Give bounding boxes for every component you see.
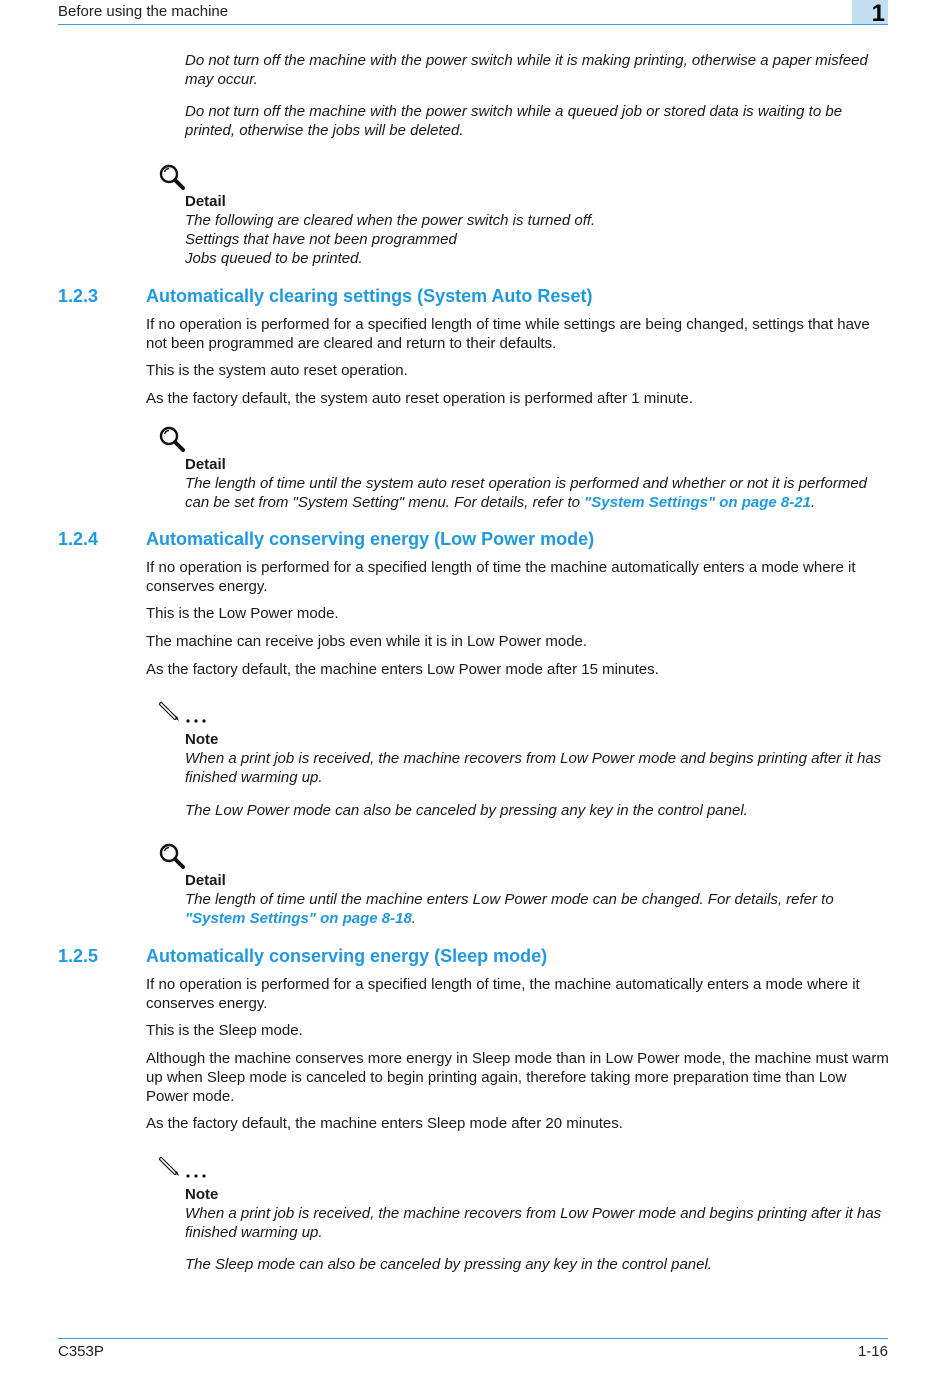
s124-note-paragraph-1: When a print job is received, the machine recovers from Low Power mode and begins printing after it has finished warming up. — [185, 750, 882, 786]
s124-paragraph-4: As the factory default, the machine enters Low Power mode after 15 minutes. — [146, 661, 659, 678]
s125-paragraph-2: This is the Sleep mode. — [146, 1022, 303, 1039]
s124-note-paragraph-2: The Low Power mode can also be canceled by pressing any key in the control panel. — [185, 802, 748, 819]
note-label: Note — [185, 731, 219, 748]
s124-paragraph-1: If no operation is performed for a specified length of time the machine automatically enters a mode where it conserves energy. — [146, 559, 856, 595]
s125-paragraph-1: If no operation is performed for a specified length of time, the machine automatically enters a mode where it conserves energy. — [146, 976, 860, 1012]
s125-note-paragraph-2: The Sleep mode can also be canceled by pressing any key in the control panel. — [185, 1256, 712, 1273]
detail-label: Detail — [185, 872, 226, 889]
warning-paragraph-1: Do not turn off the machine with the power switch while it is making printing, otherwise a paper misfeed may occur. — [185, 52, 868, 88]
chapter-tab — [852, 0, 888, 27]
pencil-note-icon — [158, 700, 210, 726]
s125-note-paragraph-1: When a print job is received, the machine recovers from Low Power mode and begins printing after it has finished warming up. — [185, 1205, 882, 1241]
header-title: Before using the machine — [58, 3, 229, 20]
s123-paragraph-2: This is the system auto reset operation. — [146, 362, 408, 379]
detail-line-2: Settings that have not been programmed — [185, 231, 457, 248]
s125-paragraph-3: Although the machine conserves more energy in Sleep mode than in Low Power mode, the machine must warm up when Sleep mode is canceled to begin printing again, therefore taking more preparation time than Low Power mode. — [146, 1050, 889, 1105]
pencil-note-icon — [158, 1155, 210, 1181]
magnifier-icon — [158, 842, 186, 870]
s123-detail-text — [185, 474, 891, 512]
detail-period: . — [810, 494, 816, 511]
header-rule — [58, 24, 888, 25]
detail-text: The length of time until the system auto reset operation is performed and whether or not it is performed can be set from "System Setting" menu. For details, refer to — [185, 475, 868, 511]
detail-label: Detail — [185, 193, 226, 210]
note-label: Note — [185, 1186, 219, 1203]
section-number-1-2-3: 1.2.3 — [58, 286, 99, 306]
s124-paragraph-2: This is the Low Power mode. — [146, 605, 339, 622]
system-settings-link-8-18[interactable]: "System Settings" on page 8-18 — [185, 910, 412, 927]
s124-detail-text — [185, 890, 891, 928]
section-title-1-2-5: Automatically conserving energy (Sleep mode) — [146, 946, 548, 966]
s123-paragraph-1: If no operation is performed for a specified length of time while settings are being changed, settings that have not been programmed are cleared and return to their defaults. — [146, 316, 870, 352]
footer-page-number: 1-16 — [857, 1343, 888, 1360]
section-title-1-2-4: Automatically conserving energy (Low Power mode) — [146, 529, 595, 549]
s124-paragraph-3: The machine can receive jobs even while it is in Low Power mode. — [146, 633, 588, 650]
section-number-1-2-4: 1.2.4 — [58, 529, 99, 549]
detail-label: Detail — [185, 456, 226, 473]
magnifier-icon — [158, 163, 186, 191]
s125-paragraph-4: As the factory default, the machine enters Sleep mode after 20 minutes. — [146, 1115, 623, 1132]
chapter-number: 1 — [871, 0, 885, 27]
detail-period: . — [411, 910, 416, 927]
s123-paragraph-3: As the factory default, the system auto reset operation is performed after 1 minute. — [146, 390, 693, 407]
detail-text: The length of time until the machine enters Low Power mode can be changed. For details, refer to — [185, 891, 834, 908]
detail-line-3: Jobs queued to be printed. — [185, 250, 363, 267]
magnifier-icon — [158, 425, 186, 453]
section-title-1-2-3: Automatically clearing settings (System Auto Reset) — [146, 286, 593, 306]
warning-paragraph-2: Do not turn off the machine with the power switch while a queued job or stored data is waiting to be printed, otherwise the jobs will be deleted. — [185, 103, 843, 139]
section-number-1-2-5: 1.2.5 — [58, 946, 99, 966]
system-settings-link-8-21[interactable]: "System Settings" on page 8-21 — [584, 494, 811, 511]
footer-model: C353P — [58, 1343, 104, 1360]
detail-line-1: The following are cleared when the power switch is turned off. — [185, 212, 596, 229]
footer-rule — [58, 1338, 888, 1339]
